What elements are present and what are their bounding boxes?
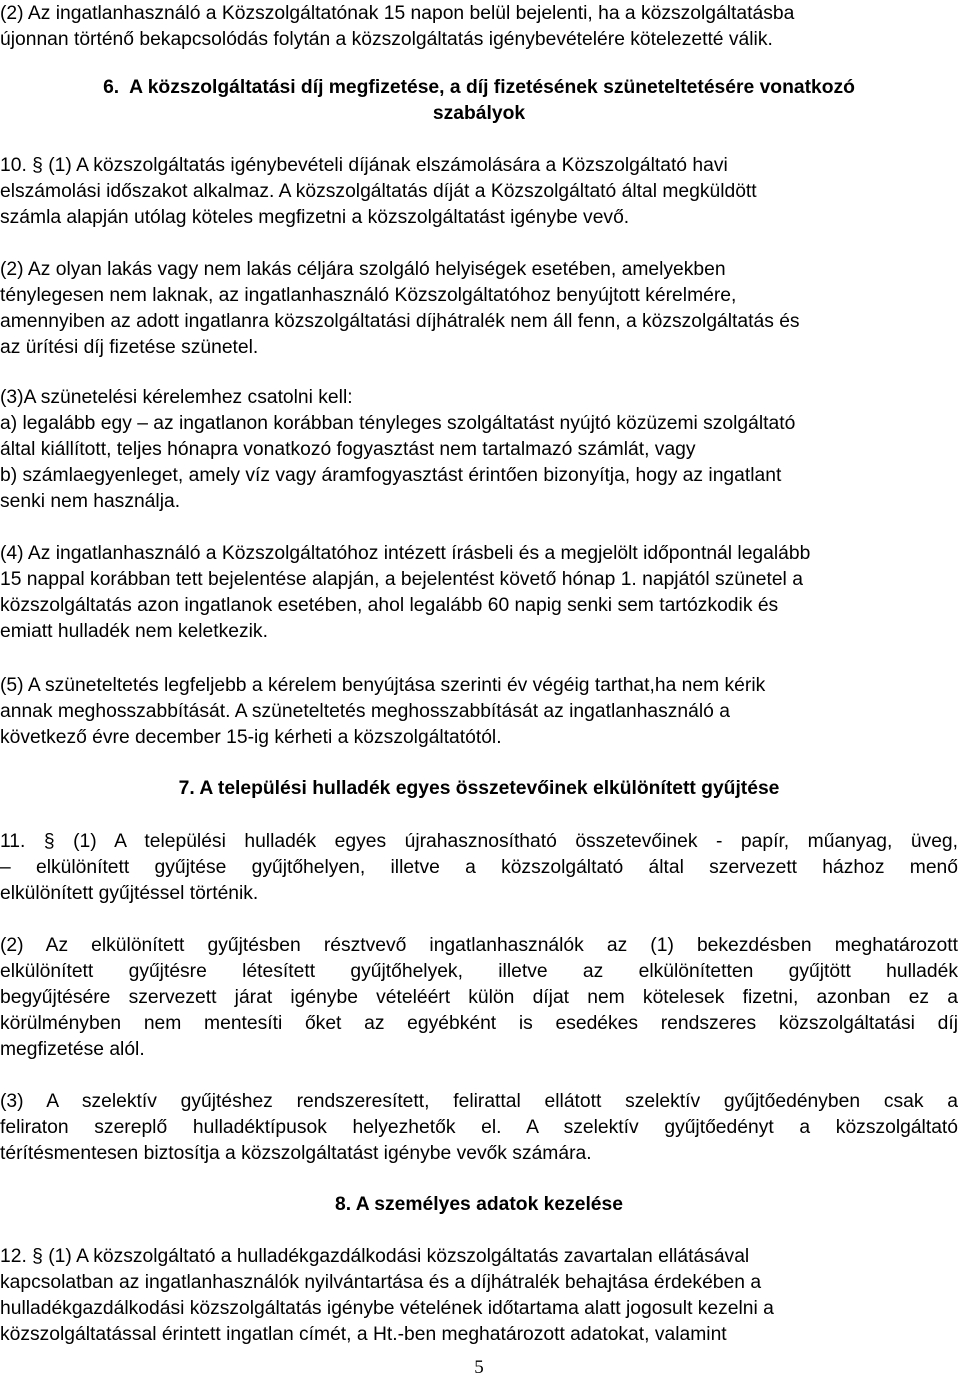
- text-line: kapcsolatban az ingatlanhasználók nyilvántartása és a díjhátralék behajtása érdekében a: [0, 1272, 762, 1293]
- heading-line: 8. A személyes adatok kezelése: [335, 1194, 623, 1215]
- paragraph-11-1: [0, 829, 958, 907]
- text-line: elkülönített gyűjtésre létesített gyűjtőhelyek, illetve az elkülönítetten gyűjtött hulladék: [0, 961, 958, 982]
- section-heading-6: [0, 75, 958, 127]
- paragraph-10-2: [0, 257, 958, 361]
- text-line: senki nem használja.: [0, 491, 181, 512]
- section-heading-7: [0, 776, 958, 802]
- text-line: b) számlaegyenleget, amely víz vagy áramfogyasztást érintően bizonyítja, hogy az ingatlant: [0, 465, 782, 486]
- text-line: közszolgáltatással érintett ingatlan címét, a Ht.-ben meghatározott adatokat, valamint: [0, 1324, 727, 1345]
- text-line: a) legalább egy – az ingatlanon korábban tényleges szolgáltatást nyújtó közüzemi szolgáltató: [0, 413, 796, 434]
- paragraph-10-3: [0, 385, 958, 515]
- text-line: körülményben nem mentesíti őket az egyébként is esedékes rendszeres közszolgáltatási díj: [0, 1013, 958, 1034]
- text-line: 11. § (1) A települési hulladék egyes újrahasznosítható összetevőinek - papír, műanyag, üveg,: [0, 831, 958, 852]
- text-line: begyűjtésére szervezett járat igénybe vételéért külön díjat nem kötelesek fizetni, azonban ez a: [0, 987, 958, 1008]
- heading-line: 7. A települési hulladék egyes összetevőinek elkülönített gyűjtése: [178, 778, 780, 799]
- text-line: (5) A szüneteltetés legfeljebb a kérelem benyújtása szerinti év végéig tarthat,ha nem kérik: [0, 675, 766, 696]
- paragraph-10-4: [0, 541, 958, 645]
- text-line: ténylegesen nem laknak, az ingatlanhasználó Közszolgáltatóhoz benyújtott kérelmére,: [0, 285, 737, 306]
- text-line: feliraton szereplő hulladéktípusok helyezhetők el. A szelektív gyűjtőedényt a közszolgáltató: [0, 1117, 958, 1138]
- text-line: (4) Az ingatlanhasználó a Közszolgáltatóhoz intézett írásbeli és a megjelölt időpontnál legalább: [0, 543, 811, 564]
- text-line: annak meghosszabbítását. A szüneteltetés meghosszabbítását az ingatlanhasználó a: [0, 701, 730, 722]
- paragraph-10-1: [0, 153, 958, 231]
- text-line: újonnan történő bekapcsolódás folytán a közszolgáltatás igénybevételére kötelezetté válik.: [0, 29, 773, 50]
- heading-line: 6. A közszolgáltatási díj megfizetése, a díj fizetésének szüneteltetésére vonatkozó: [103, 77, 855, 98]
- paragraph-11-2: [0, 933, 958, 1063]
- heading-line: szabályok: [432, 103, 526, 124]
- text-line: 10. § (1) A közszolgáltatás igénybevételi díjának elszámolására a Közszolgáltató havi: [0, 155, 728, 176]
- text-line: – elkülönített gyűjtése gyűjtőhelyen, illetve a közszolgáltató által szervezett házhoz menő: [0, 857, 958, 878]
- text-line: (2) Az elkülönített gyűjtésben résztvevő ingatlanhasználók az (1) bekezdésben meghatározott: [0, 935, 958, 956]
- text-line: 12. § (1) A közszolgáltató a hulladékgazdálkodási közszolgáltatás zavartalan ellátásával: [0, 1246, 750, 1267]
- text-line: (3) A szelektív gyűjtéshez rendszeresített, felirattal ellátott szelektív gyűjtőedényben csak a: [0, 1091, 958, 1112]
- text-line: elkülönített gyűjtéssel történik.: [0, 883, 259, 904]
- text-line: (2) Az olyan lakás vagy nem lakás céljára szolgáló helyiségek esetében, amelyekben: [0, 259, 726, 280]
- text-line: által kiállított, teljes hónapra vonatkozó fogyasztást nem tartalmazó számlát, vagy: [0, 439, 696, 460]
- text-line: hulladékgazdálkodási közszolgáltatás igénybe vételének időtartama alatt jogosult kezelni a: [0, 1298, 774, 1319]
- text-line: számla alapján utólag köteles megfizetni a közszolgáltatást igénybe vevő.: [0, 207, 630, 228]
- text-line: elszámolási időszakot alkalmaz. A közszolgáltatás díját a Közszolgáltató által megküldött: [0, 181, 757, 202]
- text-line: az ürítési díj fizetése szünetel.: [0, 337, 259, 358]
- section-heading-8: [0, 1192, 958, 1218]
- text-line: megfizetése alól.: [0, 1039, 145, 1060]
- paragraph-12-1: [0, 1244, 958, 1348]
- text-line: (2) Az ingatlanhasználó a Közszolgáltatónak 15 napon belül bejelenti, ha a közszolgáltatásba: [0, 3, 795, 24]
- text-line: (3)A szünetelési kérelemhez csatolni kell:: [0, 387, 353, 408]
- text-line: 15 nappal korábban tett bejelentése alapján, a bejelentést követő hónap 1. napjától szünetel a: [0, 569, 803, 590]
- paragraph-11-3: [0, 1089, 958, 1167]
- text-line: következő évre december 15-ig kérheti a közszolgáltatótól.: [0, 727, 502, 748]
- text-line: térítésmentesen biztosítja a közszolgáltatást igénybe vevők számára.: [0, 1143, 592, 1164]
- text-line: közszolgáltatás azon ingatlanok esetében, ahol legalább 60 napig senki sem tartózkodik és: [0, 595, 779, 616]
- paragraph-9-2: [0, 1, 958, 53]
- text-line: emiatt hulladék nem keletkezik.: [0, 621, 268, 642]
- text-line: amennyiben az adott ingatlanra közszolgáltatási díjhátralék nem áll fenn, a közszolgáltatás és: [0, 311, 800, 332]
- paragraph-10-5: [0, 673, 958, 751]
- page-number: 5: [474, 1357, 484, 1378]
